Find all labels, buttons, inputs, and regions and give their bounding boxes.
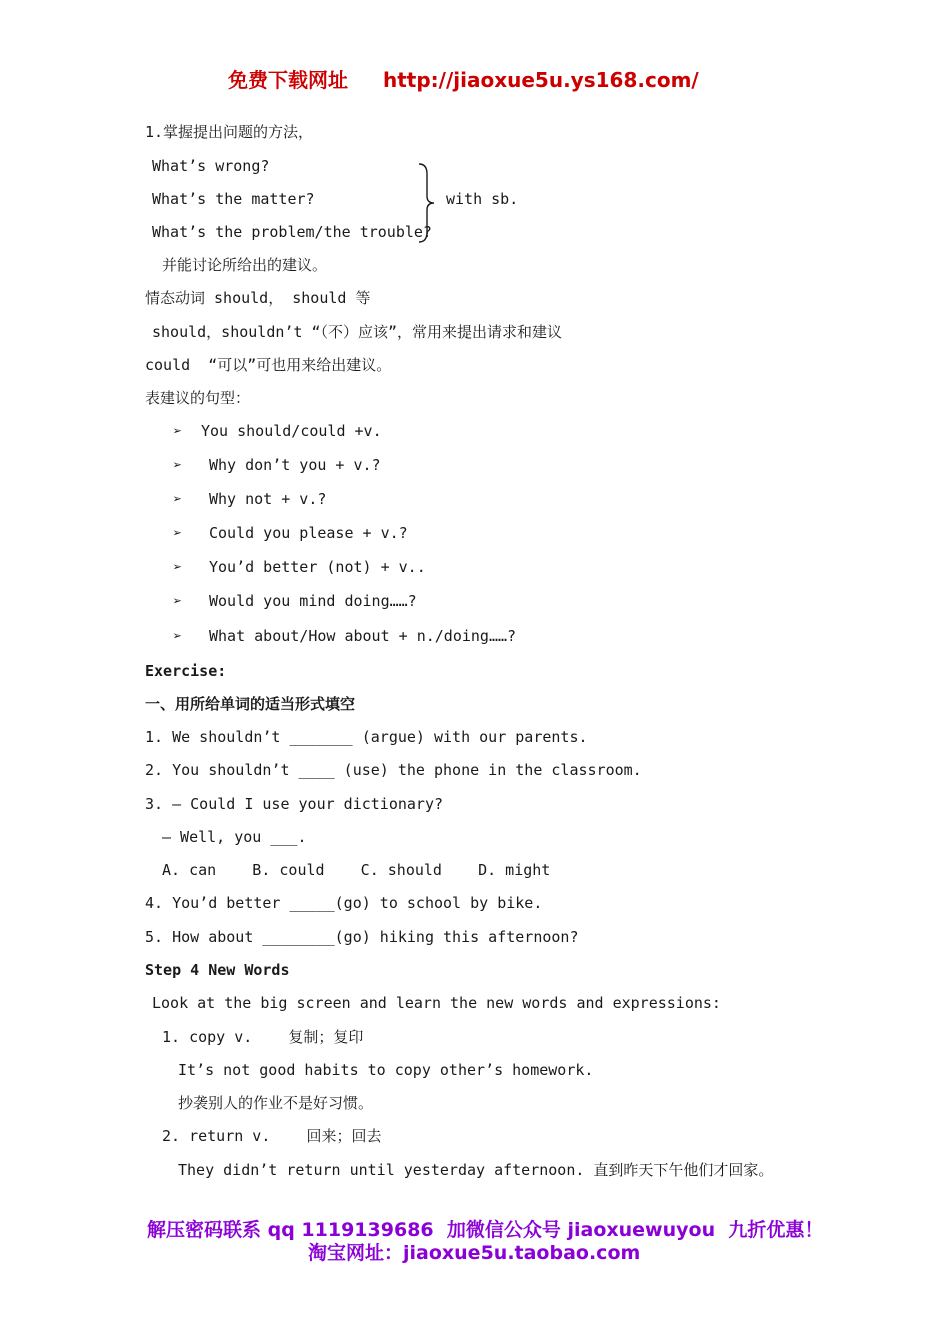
question-matter: What’s the matter?	[152, 190, 315, 208]
step4-intro: Look at the big screen and learn the new words and expressions:	[152, 994, 721, 1012]
word-copy-example: It’s not good habits to copy other’s homework.	[178, 1061, 594, 1079]
pattern-item: Why don’t you + v.?	[209, 456, 381, 474]
bullet-arrow-icon: ➢	[173, 592, 183, 610]
pattern-item: Would you mind doing……?	[209, 592, 417, 610]
header-url[interactable]: http://jiaoxue5u.ys168.com/	[383, 68, 699, 92]
exercise-q3-options: A. can B. could C. should D. might	[162, 861, 551, 879]
exercise-q3-answer: — Well, you ___.	[162, 828, 307, 846]
exercise-q5: 5. How about ________(go) hiking this afternoon?	[145, 928, 579, 946]
pattern-item: You should/could +v.	[201, 422, 382, 440]
exercise-section: 一、用所给单词的适当形式填空	[145, 695, 356, 713]
bullet-arrow-icon: ➢	[173, 422, 183, 440]
footer-contact: 解压密码联系 qq 1119139686 加微信公众号 jiaoxuewuyou 九折优惠！	[147, 1219, 824, 1241]
step4-title: Step 4 New Words	[145, 961, 290, 979]
bullet-arrow-icon: ➢	[173, 524, 183, 542]
pattern-item: What about/How about + n./doing……?	[209, 627, 517, 645]
word-copy: 1. copy v. 复制；复印	[162, 1028, 364, 1046]
exercise-q2: 2. You shouldn’t ____ (use) the phone in the classroom.	[145, 761, 642, 779]
could-line: could “可以”可也用来给出建议。	[145, 356, 392, 374]
question-problem: What’s the problem/the trouble?	[152, 223, 432, 241]
bullet-arrow-icon: ➢	[173, 456, 183, 474]
point-1: 1.掌握提出问题的方法，	[145, 123, 314, 141]
right-brace-icon	[417, 162, 437, 244]
bullet-arrow-icon: ➢	[173, 558, 183, 576]
footer-taobao[interactable]: 淘宝网址：jiaoxue5u.taobao.com	[308, 1242, 641, 1264]
exercise-q3: 3. — Could I use your dictionary?	[145, 795, 444, 813]
pattern-item: Why not + v.?	[209, 490, 327, 508]
header-title: 免费下载网址	[228, 68, 348, 92]
pattern-item: You’d better (not) + v..	[209, 558, 426, 576]
exercise-q1: 1. We shouldn’t _______ (argue) with our parents.	[145, 728, 588, 746]
pattern-item: Could you please + v.?	[209, 524, 408, 542]
should-line: should，shouldn’t “（不）应该”，常用来提出请求和建议	[152, 323, 563, 341]
bullet-arrow-icon: ➢	[173, 627, 183, 645]
exercise-q4: 4. You’d better _____(go) to school by bike.	[145, 894, 543, 912]
modal-title: 情态动词 should， should 等	[145, 289, 371, 307]
word-copy-translation: 抄袭别人的作业不是好习惯。	[178, 1094, 374, 1112]
point-2: 并能讨论所给出的建议。	[162, 256, 328, 274]
patterns-title: 表建议的句型：	[145, 389, 251, 407]
exercise-title: Exercise:	[145, 662, 227, 680]
word-return: 2. return v. 回来；回去	[162, 1127, 382, 1145]
bullet-arrow-icon: ➢	[173, 490, 183, 508]
with-sb: with sb.	[446, 190, 519, 208]
question-wrong: What’s wrong?	[152, 157, 270, 175]
word-return-example: They didn’t return until yesterday afternoon. 直到昨天下午他们才回家。	[178, 1161, 774, 1179]
